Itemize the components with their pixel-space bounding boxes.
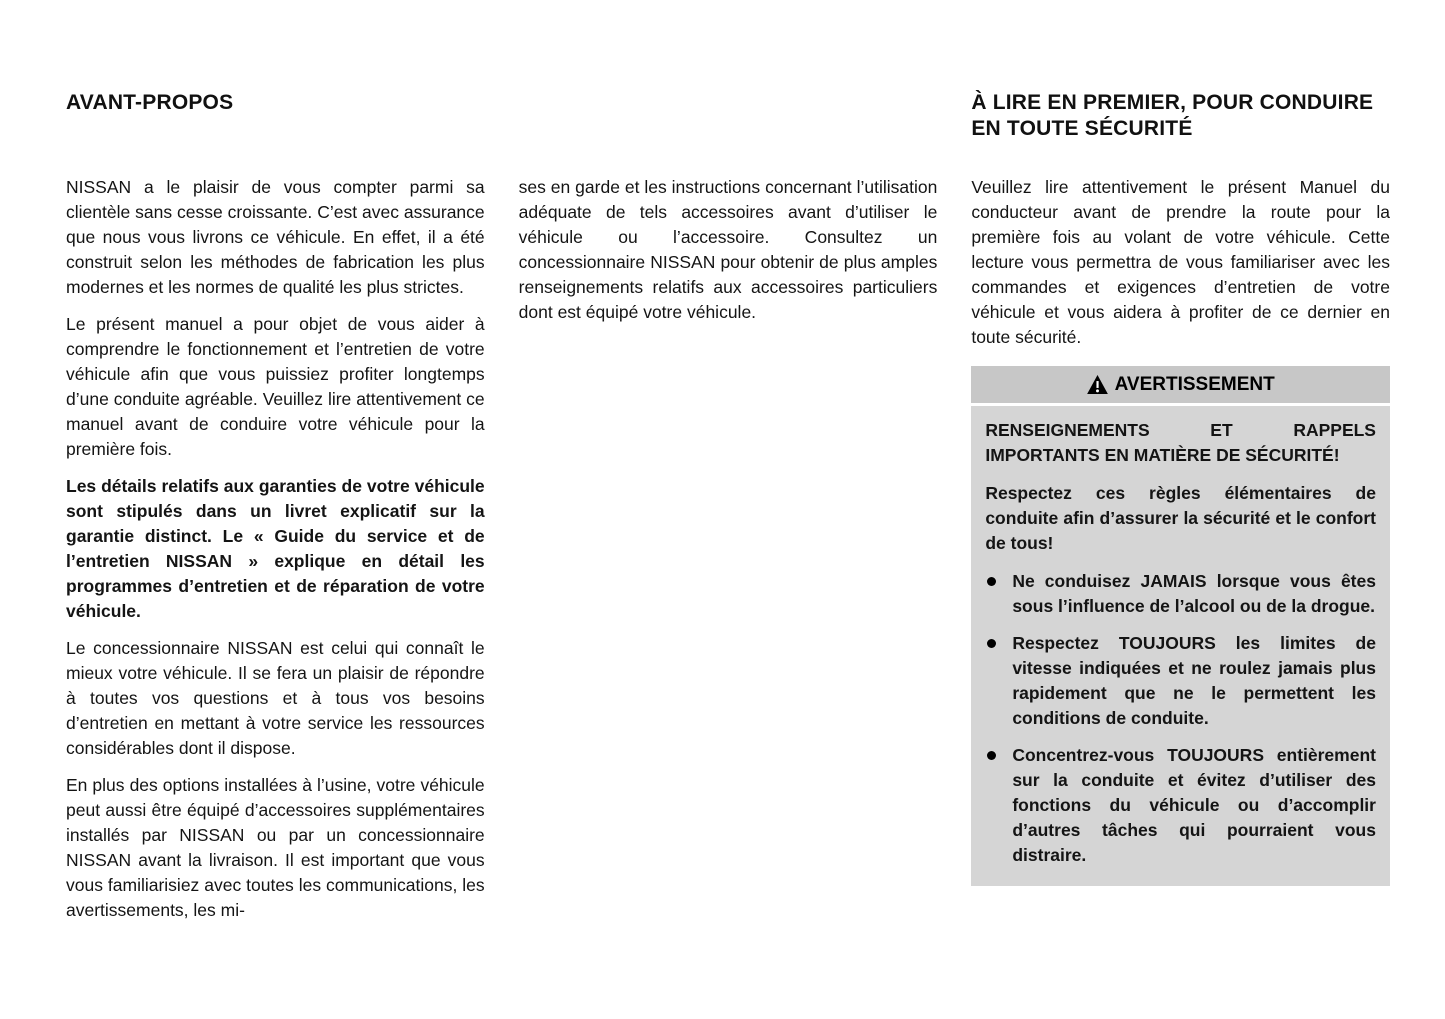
middle-heading-spacer: [519, 90, 938, 175]
paragraph-dealer: Le concessionnaire NISSAN est celui qui connaît le mieux votre véhicule. Il se fera un plaisir de répondre à toutes vos questions et à tous vos besoins d’entretien en mettant à votre service les ressources considérables dont il dispose.: [66, 638, 485, 758]
column-left: [66, 90, 485, 1019]
paragraph-intro-nissan: NISSAN a le plaisir de vous compter parmi sa clientèle sans cesse croissante. C’est avec assurance que nous vous livrons ce véhicule. En effet, il a été construit selon les méthodes de fabrication les plus modernes et les normes de qualité les plus strictes.: [66, 177, 485, 297]
section-title-a-lire-en-premier: À LIRE EN PREMIER, POUR CONDUIRE EN TOUTE SÉCURITÉ: [971, 91, 1374, 140]
warning-bullet-attention: [985, 743, 1376, 868]
warning-body: [971, 406, 1390, 886]
page-title-avant-propos: AVANT-PROPOS: [66, 91, 234, 114]
warning-header: [971, 366, 1390, 403]
paragraph-warranty-bold: Les détails relatifs aux garanties de votre véhicule sont stipulés dans un livret explicatif sur la garantie distinct. Le « Guide du service et de l’entretien NISSAN » explique en détail les programmes d’entretien et de réparation de votre véhicule.: [66, 476, 485, 621]
warning-bullet-text: Concentrez-vous TOUJOURS entièrement sur la conduite et évitez d’utiliser des fonctions du véhicule ou d’accomplir d’autres tâches qui pourraient vous distraire.: [1012, 745, 1376, 865]
column-right: [971, 90, 1390, 1019]
left-heading-area: [66, 90, 485, 175]
warning-bullet-list: [985, 569, 1376, 868]
warning-triangle-icon: [1087, 375, 1108, 394]
paragraph-accessories: En plus des options installées à l’usine, votre véhicule peut aussi être équipé d’accessoires supplémentaires installés par NISSAN ou par un concessionnaire NISSAN avant la livraison. Il est important que vous vous familiarisiez avec toutes les communications, les avertissements, les mi-: [66, 775, 485, 920]
warning-bullet-speed: [985, 631, 1376, 731]
column-middle: [519, 90, 938, 1019]
warning-subtitle: RENSEIGNEMENTS ET RAPPELS IMPORTANTS EN MATIÈRE DE SÉCURITÉ!: [985, 420, 1376, 465]
paragraph-read-first: Veuillez lire attentivement le présent Manuel du conducteur avant de prendre la route pour la première fois au volant de votre véhicule. Cette lecture vous permettra de vous familiariser avec les commandes et exigences d’entretien de votre véhicule et vous aidera à profiter de ce dernier en toute sécurité.: [971, 177, 1390, 347]
paragraph-manual-purpose: Le présent manuel a pour objet de vous aider à comprendre le fonctionnement et l’entretien de votre véhicule afin que vous puissiez profiter longtemps d’une conduite agréable. Veuillez lire attentivement ce manuel avant de conduire votre véhicule pour la première fois.: [66, 314, 485, 459]
warning-title: AVERTISSEMENT: [1114, 373, 1275, 395]
paragraph-accessories-continued: ses en garde et les instructions concernant l’utilisation adéquate de tels accessoires avant d’utiliser le véhicule ou l’accessoire. Consultez un concessionnaire NISSAN pour obtenir de plus amples renseignements relatifs aux accessoires particuliers dont est équipé votre véhicule.: [518, 177, 938, 322]
right-heading-area: [971, 90, 1390, 175]
warning-bullet-alcohol: [985, 569, 1376, 619]
warning-box: [971, 366, 1390, 886]
warning-bullet-text: Ne conduisez JAMAIS lorsque vous êtes sous l’influence de l’alcool ou de la drogue.: [1012, 571, 1376, 616]
warning-bullet-text: Respectez TOUJOURS les limites de vitesse indiquées et ne roulez jamais plus rapidement que ne le permettent les conditions de conduite.: [1012, 633, 1376, 728]
warning-lead: Respectez ces règles élémentaires de conduite afin d’assurer la sécurité et le confort de tous!: [985, 483, 1376, 553]
